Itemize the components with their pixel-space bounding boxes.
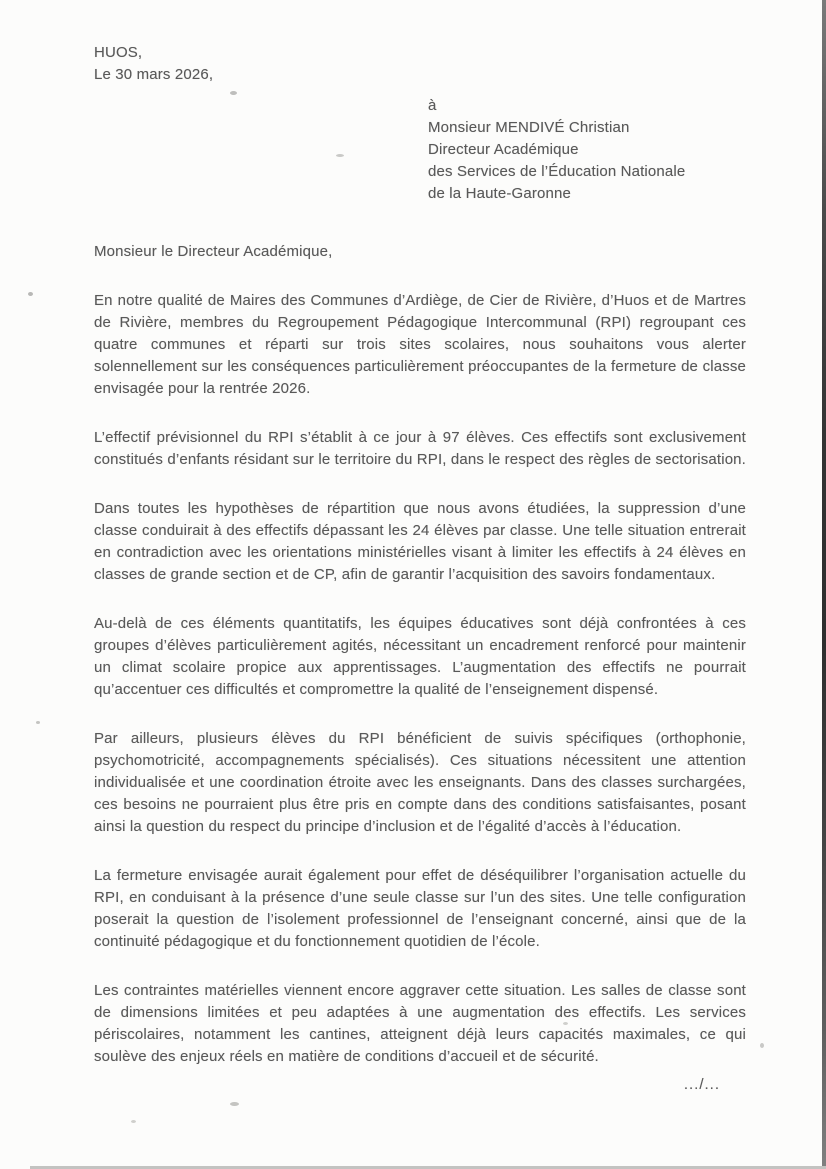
scan-speck (36, 721, 40, 724)
scan-speck (563, 1022, 568, 1025)
recipient-to: à (428, 97, 437, 114)
recipient-block (428, 95, 746, 205)
page-continuation-mark: .../... (683, 1076, 720, 1093)
scan-speck (230, 1102, 239, 1106)
sender-date: Le 30 mars 2026, (94, 66, 214, 83)
sender-city: HUOS, (94, 44, 143, 61)
scan-edge-artifact-right (822, 0, 826, 1169)
paragraph-context-rpi: En notre qualité de Maires des Communes d’Ardiège, de Cier de Rivière, d’Huos et de Martres de Rivière, membres du Regroupement Pédagogique Intercommunal (RPI) regroupant ces quatre communes et réparti sur trois sites scolaires, nous souhaitons vous alerter solennellement sur les conséquences particulièrement préoccupantes de la fermeture de classe envisagée pour la rentrée 2026. (94, 292, 746, 397)
letter-content (94, 42, 746, 1096)
scan-speck (230, 91, 237, 95)
recipient-title: Directeur Académique (428, 141, 579, 158)
recipient-service: des Services de l’Éducation Nationale (428, 163, 686, 180)
scan-speck (131, 1120, 136, 1123)
scan-speck (336, 154, 344, 157)
scan-speck (760, 1043, 764, 1048)
scan-speck (28, 292, 33, 296)
recipient-name: Monsieur MENDIVÉ Christian (428, 119, 630, 136)
letter-greeting: Monsieur le Directeur Académique, (94, 243, 333, 260)
paragraph-equipes-educatives: Au-delà de ces éléments quantitatifs, les équipes éducatives sont déjà confrontées à ces groupes d’élèves particulièrement agités, nécessitant un encadrement renforcé pour maintenir un climat scolaire propice aux apprentissages. L’augmentation des effectifs ne pourrait qu’accentuer ces difficultés et compromettre la qualité de l’enseignement dispensé. (94, 615, 746, 698)
paragraph-suivis-specifiques: Par ailleurs, plusieurs élèves du RPI bénéficient de suivis spécifiques (orthophonie, psychomotricité, accompagnements spécialisés). Ces situations nécessitent une attention individualisée et une coordination étroite avec les enseignants. Dans des classes surchargées, ces besoins ne pourraient plus être pris en compte dans des conditions satisfaisantes, posant ainsi la question du respect du principe d’inclusion et de l’égalité d’accès à l’éducation. (94, 730, 746, 835)
paragraph-effectifs: L’effectif prévisionnel du RPI s’établit à ce jour à 97 élèves. Ces effectifs sont exclusivement constitués d’enfants résidant sur le territoire du RPI, dans le respect des règles de sectorisation. (94, 429, 746, 468)
paragraph-contraintes-materielles: Les contraintes matérielles viennent encore aggraver cette situation. Les salles de classe sont de dimensions limitées et peu adaptées à une augmentation des effectifs. Les services périscolaires, notamment les cantines, atteignent déjà leurs capacités maximales, ce qui soulève des enjeux réels en matière de conditions d’accueil et de sécurité. (94, 982, 746, 1065)
sender-block (94, 42, 746, 86)
paragraph-hypotheses: Dans toutes les hypothèses de répartition que nous avons étudiées, la suppression d’une classe conduirait à des effectifs dépassant les 24 élèves par classe. Une telle situation entrerait en contradiction avec les orientations ministérielles visant à limiter les effectifs à 24 élèves en classes de grande section et de CP, afin de garantir l’acquisition des savoirs fondamentaux. (94, 500, 746, 583)
recipient-department: de la Haute-Garonne (428, 185, 571, 202)
paragraph-desequilibre: La fermeture envisagée aurait également pour effet de déséquilibrer l’organisation actuelle du RPI, en conduisant à la présence d’une seule classe sur l’un des sites. Une telle configuration poserait la question de l’isolement professionnel de l’enseignant concerné, ainsi que de la continuité pédagogique et du fonctionnement quotidien de l’école. (94, 867, 746, 950)
